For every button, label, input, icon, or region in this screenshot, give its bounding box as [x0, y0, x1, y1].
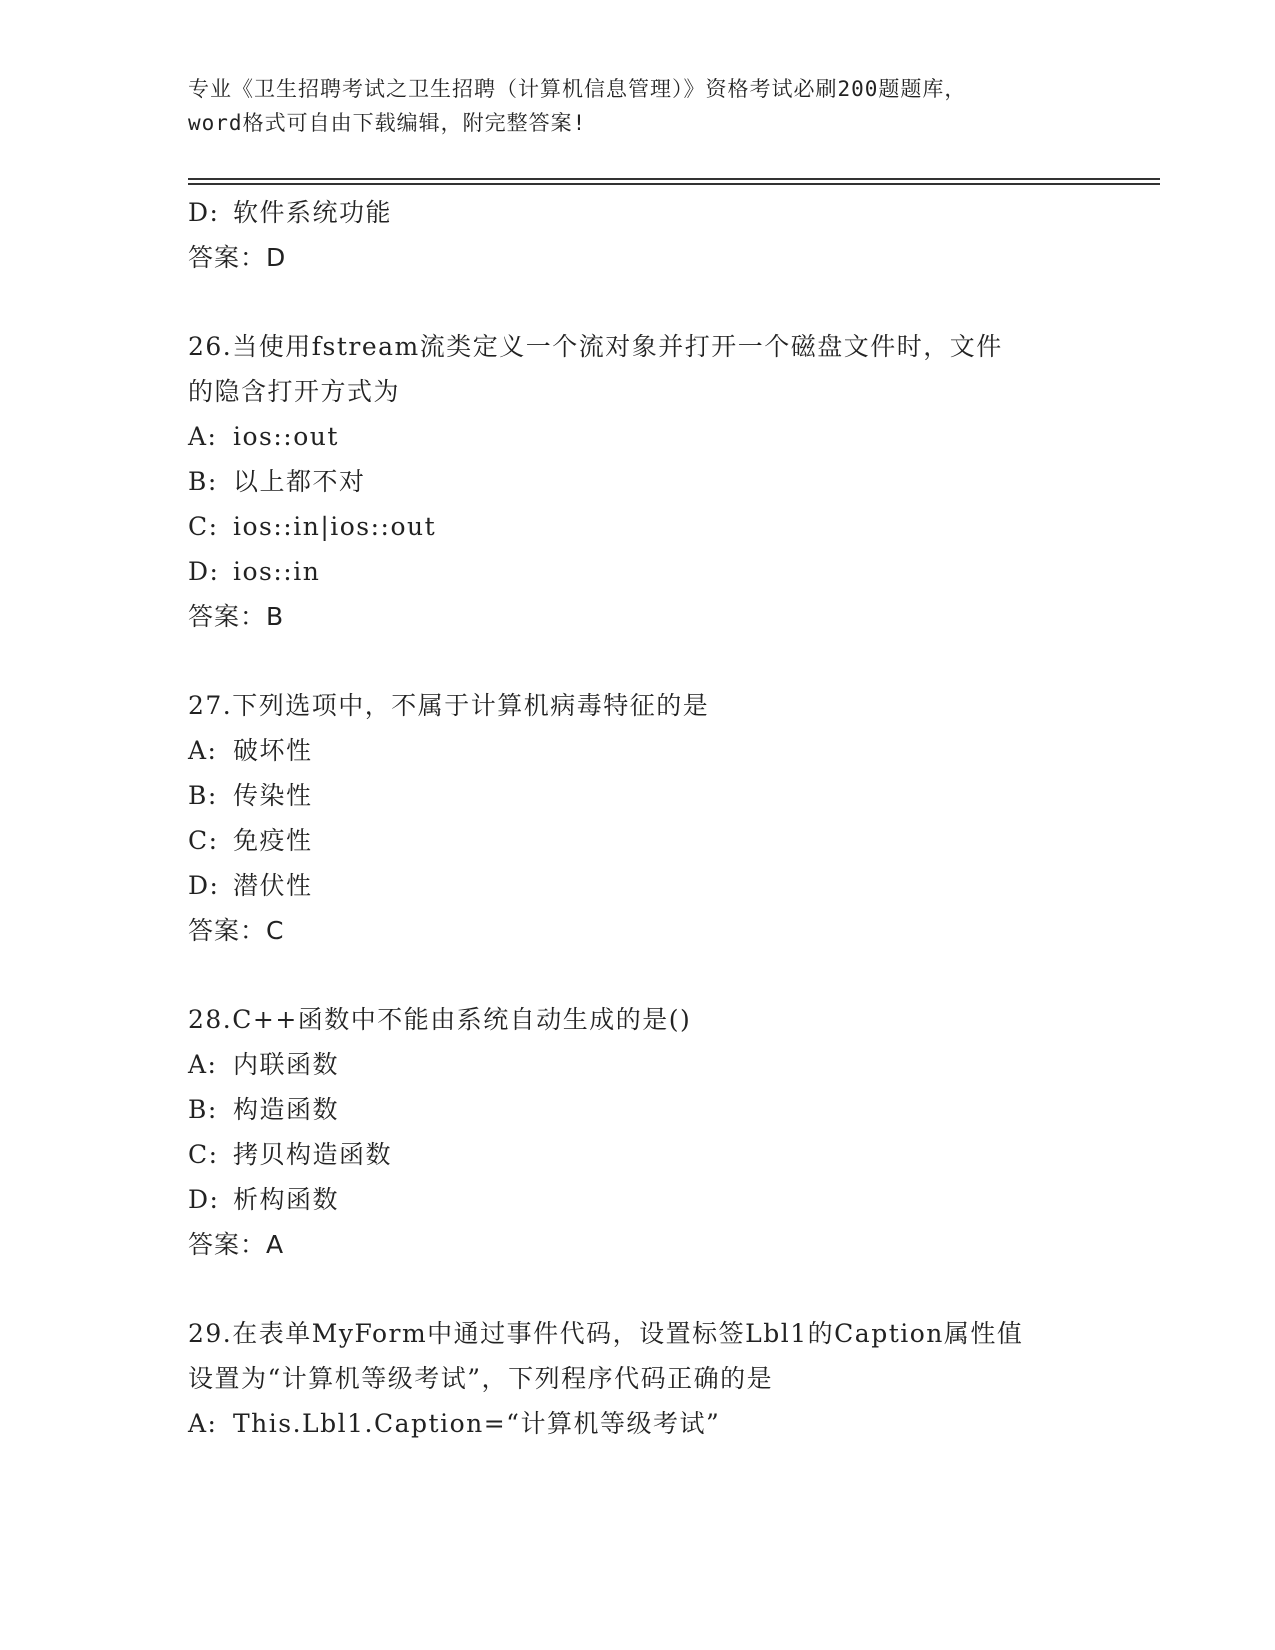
question-stem-line: 设置为“计算机等级考试”，下列程序代码正确的是 — [188, 1364, 774, 1393]
question-stem-line: 28.C++函数中不能由系统自动生成的是() — [188, 1005, 692, 1034]
option-row — [188, 414, 1088, 459]
option-label: A: — [188, 1409, 218, 1438]
option-label: A: — [188, 736, 218, 765]
option-row — [188, 1401, 1088, 1446]
option-text: This.Lbl1.Caption=“计算机等级考试” — [233, 1409, 721, 1438]
option-row — [188, 818, 1088, 863]
option-row — [188, 728, 1088, 773]
option-text: 传染性 — [233, 781, 313, 810]
option-label: C: — [188, 1140, 219, 1169]
option-label: C: — [188, 826, 219, 855]
question-27 — [188, 683, 1088, 953]
question-26 — [188, 324, 1088, 639]
option-text: 以上都不对 — [233, 467, 366, 496]
answer-line: 答案：C — [188, 916, 285, 945]
question-28 — [188, 997, 1088, 1267]
option-text: 析构函数 — [233, 1185, 340, 1214]
question-content — [188, 190, 1088, 1446]
answer-line: 答案：A — [188, 1230, 285, 1259]
option-label: B: — [188, 467, 218, 496]
option-row — [188, 863, 1088, 908]
header-divider-bottom — [188, 183, 1160, 185]
option-row — [188, 459, 1088, 504]
option-text: ios::in — [233, 557, 321, 586]
option-text: 内联函数 — [233, 1050, 340, 1079]
option-text: ios::out — [233, 422, 339, 451]
option-label: D: — [188, 871, 220, 900]
option-text: 构造函数 — [233, 1095, 340, 1124]
question-stem-line: 27.下列选项中，不属于计算机病毒特征的是 — [188, 691, 710, 720]
option-label: A: — [188, 1050, 218, 1079]
question-stem-line: 26.当使用fstream流类定义一个流对象并打开一个磁盘文件时，文件 — [188, 332, 1003, 361]
option-row — [188, 1042, 1088, 1087]
header-title-line-2: word格式可自由下载编辑，附完整答案! — [188, 111, 587, 135]
option-row — [188, 549, 1088, 594]
option-row — [188, 1087, 1088, 1132]
option-text: 拷贝构造函数 — [233, 1140, 393, 1169]
option-row — [188, 504, 1088, 549]
option-label: D: — [188, 1185, 220, 1214]
header-title-line-1: 专业《卫生招聘考试之卫生招聘（计算机信息管理）》资格考试必刷200题题库， — [188, 77, 967, 101]
option-row — [188, 1132, 1088, 1177]
document-header — [188, 72, 1088, 140]
question-stem-line: 的隐含打开方式为 — [188, 377, 401, 406]
question-stem-line: 29.在表单MyForm中通过事件代码，设置标签Lbl1的Caption属性值 — [188, 1319, 1024, 1348]
option-label: B: — [188, 781, 218, 810]
answer-line: 答案：B — [188, 602, 285, 631]
option-label: D: — [188, 198, 220, 227]
option-label: C: — [188, 512, 219, 541]
option-row — [188, 190, 1088, 235]
header-divider-top — [188, 178, 1160, 180]
option-text: ios::in|ios::out — [233, 512, 437, 541]
option-text: 免疫性 — [233, 826, 313, 855]
option-row — [188, 1177, 1088, 1222]
option-label: D: — [188, 557, 220, 586]
option-text: 破坏性 — [233, 736, 313, 765]
answer-line: 答案：D — [188, 243, 287, 272]
option-row — [188, 773, 1088, 818]
option-text: 软件系统功能 — [233, 198, 393, 227]
option-label: A: — [188, 422, 218, 451]
option-text: 潜伏性 — [233, 871, 313, 900]
question-29 — [188, 1311, 1088, 1446]
option-label: B: — [188, 1095, 218, 1124]
